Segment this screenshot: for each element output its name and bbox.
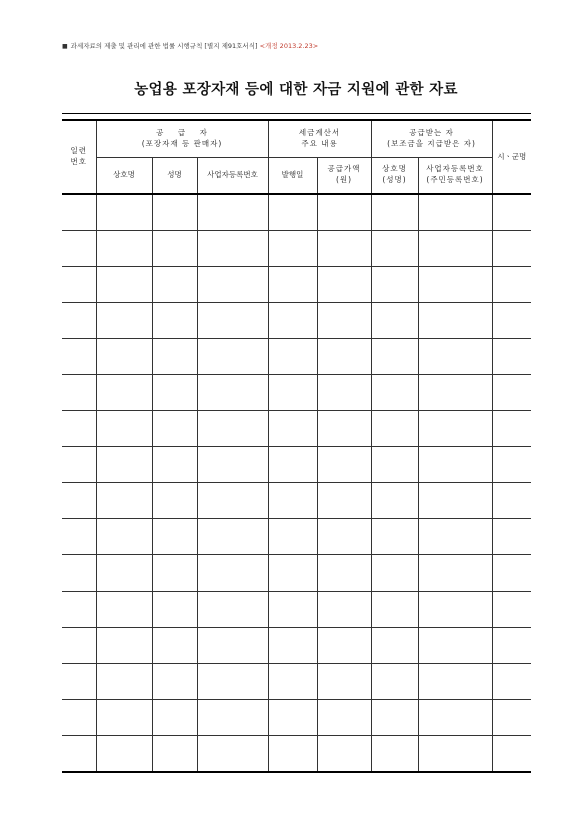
supply-value-cell[interactable] xyxy=(317,411,371,447)
table-row xyxy=(62,266,531,302)
supplier-name-cell[interactable] xyxy=(152,663,197,699)
recipient-business-number-cell[interactable] xyxy=(418,555,492,591)
supplier-name-cell[interactable] xyxy=(152,230,197,266)
supplier-company-cell[interactable] xyxy=(96,230,152,266)
recipient-company-cell[interactable] xyxy=(371,230,418,266)
supplier-name-cell[interactable] xyxy=(152,483,197,519)
header-issue-date: 발행일 xyxy=(268,157,317,194)
header-supplier-company: 상호명 xyxy=(96,157,152,194)
table-row xyxy=(62,555,531,591)
city-county-cell[interactable] xyxy=(492,735,531,771)
supplier-name-cell[interactable] xyxy=(152,555,197,591)
supply-value-cell[interactable] xyxy=(317,266,371,302)
supplier-company-cell[interactable] xyxy=(96,302,152,338)
supplier-company-cell[interactable] xyxy=(96,338,152,374)
serial-number-cell[interactable] xyxy=(62,699,96,735)
issue-date-cell[interactable] xyxy=(268,194,317,230)
supplier-name-cell[interactable] xyxy=(152,266,197,302)
recipient-business-number-cell[interactable] xyxy=(418,591,492,627)
supply-value-cell[interactable] xyxy=(317,374,371,410)
supply-value-cell[interactable] xyxy=(317,483,371,519)
supply-value-cell[interactable] xyxy=(317,447,371,483)
issue-date-cell[interactable] xyxy=(268,663,317,699)
serial-number-cell[interactable] xyxy=(62,374,96,410)
recipient-business-number-cell[interactable] xyxy=(418,663,492,699)
serial-number-cell[interactable] xyxy=(62,663,96,699)
table-row xyxy=(62,302,531,338)
supplier-name-cell[interactable] xyxy=(152,374,197,410)
recipient-company-cell[interactable] xyxy=(371,663,418,699)
supply-value-cell[interactable] xyxy=(317,663,371,699)
serial-number-cell[interactable] xyxy=(62,627,96,663)
supplier-name-cell[interactable] xyxy=(152,194,197,230)
header-tax-invoice-group: 세금계산서 주요 내용 xyxy=(268,120,371,157)
document-title: 농업용 포장자재 등에 대한 자금 지원에 관한 자료 xyxy=(134,82,458,98)
table-row xyxy=(62,591,531,627)
serial-number-cell[interactable] xyxy=(62,302,96,338)
issue-date-cell[interactable] xyxy=(268,230,317,266)
supply-value-cell[interactable] xyxy=(317,591,371,627)
supplier-name-cell[interactable] xyxy=(152,699,197,735)
recipient-company-cell[interactable] xyxy=(371,338,418,374)
city-county-cell[interactable] xyxy=(492,663,531,699)
recipient-business-number-cell[interactable] xyxy=(418,411,492,447)
issue-date-cell[interactable] xyxy=(268,519,317,555)
supply-value-cell[interactable] xyxy=(317,302,371,338)
city-county-cell[interactable] xyxy=(492,699,531,735)
recipient-company-cell[interactable] xyxy=(371,447,418,483)
supplier-business-number-cell[interactable] xyxy=(197,591,268,627)
supplier-company-cell[interactable] xyxy=(96,447,152,483)
table-row xyxy=(62,447,531,483)
recipient-business-number-cell[interactable] xyxy=(418,194,492,230)
issue-date-cell[interactable] xyxy=(268,338,317,374)
recipient-company-cell[interactable] xyxy=(371,627,418,663)
recipient-business-number-cell[interactable] xyxy=(418,735,492,771)
supplier-name-cell[interactable] xyxy=(152,735,197,771)
issue-date-cell[interactable] xyxy=(268,627,317,663)
serial-number-cell[interactable] xyxy=(62,555,96,591)
recipient-company-cell[interactable] xyxy=(371,519,418,555)
supply-value-cell[interactable] xyxy=(317,699,371,735)
table-row xyxy=(62,411,531,447)
supply-value-cell[interactable] xyxy=(317,230,371,266)
supplier-name-cell[interactable] xyxy=(152,338,197,374)
city-county-cell[interactable] xyxy=(492,411,531,447)
supplier-name-cell[interactable] xyxy=(152,591,197,627)
table-row xyxy=(62,735,531,771)
recipient-company-cell[interactable] xyxy=(371,699,418,735)
recipient-company-cell[interactable] xyxy=(371,266,418,302)
supplier-company-cell[interactable] xyxy=(96,735,152,771)
supplier-business-number-cell[interactable] xyxy=(197,483,268,519)
form-reference xyxy=(62,41,318,50)
header-supplier-name: 성명 xyxy=(152,157,197,194)
recipient-company-cell[interactable] xyxy=(371,302,418,338)
table-row xyxy=(62,627,531,663)
supplier-company-cell[interactable] xyxy=(96,194,152,230)
recipient-business-number-cell[interactable] xyxy=(418,699,492,735)
data-table xyxy=(62,119,531,773)
serial-number-cell[interactable] xyxy=(62,483,96,519)
table-row xyxy=(62,374,531,410)
issue-date-cell[interactable] xyxy=(268,302,317,338)
supplier-name-cell[interactable] xyxy=(152,519,197,555)
recipient-business-number-cell[interactable] xyxy=(418,266,492,302)
recipient-business-number-cell[interactable] xyxy=(418,338,492,374)
table-row xyxy=(62,194,531,230)
city-county-cell[interactable] xyxy=(492,483,531,519)
recipient-company-cell[interactable] xyxy=(371,374,418,410)
table-row xyxy=(62,519,531,555)
recipient-company-cell[interactable] xyxy=(371,194,418,230)
city-county-cell[interactable] xyxy=(492,447,531,483)
table-row xyxy=(62,230,531,266)
supply-value-cell[interactable] xyxy=(317,735,371,771)
header-supplier-business-number: 사업자등록번호 xyxy=(197,157,268,194)
supply-value-cell[interactable] xyxy=(317,194,371,230)
header-supply-value: 공급가액 (원) xyxy=(317,157,371,194)
table-row xyxy=(62,338,531,374)
issue-date-cell[interactable] xyxy=(268,483,317,519)
issue-date-cell[interactable] xyxy=(268,555,317,591)
supplier-business-number-cell[interactable] xyxy=(197,627,268,663)
issue-date-cell[interactable] xyxy=(268,411,317,447)
supplier-business-number-cell[interactable] xyxy=(197,194,268,230)
serial-number-cell[interactable] xyxy=(62,338,96,374)
city-county-cell[interactable] xyxy=(492,302,531,338)
supplier-business-number-cell[interactable] xyxy=(197,735,268,771)
supplier-business-number-cell[interactable] xyxy=(197,302,268,338)
table-row xyxy=(62,483,531,519)
supplier-business-number-cell[interactable] xyxy=(197,374,268,410)
issue-date-cell[interactable] xyxy=(268,591,317,627)
table-row xyxy=(62,699,531,735)
table-row xyxy=(62,663,531,699)
supplier-business-number-cell[interactable] xyxy=(197,230,268,266)
supplier-company-cell[interactable] xyxy=(96,519,152,555)
recipient-business-number-cell[interactable] xyxy=(418,374,492,410)
recipient-business-number-cell[interactable] xyxy=(418,302,492,338)
serial-number-cell[interactable] xyxy=(62,519,96,555)
header-recipient-company: 상호명 (성명) xyxy=(371,157,418,194)
supplier-business-number-cell[interactable] xyxy=(197,266,268,302)
city-county-cell[interactable] xyxy=(492,266,531,302)
supplier-company-cell[interactable] xyxy=(96,411,152,447)
city-county-cell[interactable] xyxy=(492,591,531,627)
city-county-cell[interactable] xyxy=(492,194,531,230)
form-reference-text: 과세자료의 제출 및 관리에 관한 법률 시행규칙 [별지 제91호서식] xyxy=(70,42,258,50)
city-county-cell[interactable] xyxy=(492,338,531,374)
supplier-name-cell[interactable] xyxy=(152,411,197,447)
header-recipient-business-number: 사업자등록번호 (주민등록번호) xyxy=(418,157,492,194)
recipient-business-number-cell[interactable] xyxy=(418,447,492,483)
supplier-company-cell[interactable] xyxy=(96,591,152,627)
issue-date-cell[interactable] xyxy=(268,374,317,410)
recipient-company-cell[interactable] xyxy=(371,591,418,627)
supplier-company-cell[interactable] xyxy=(96,699,152,735)
serial-number-cell[interactable] xyxy=(62,591,96,627)
supply-value-cell[interactable] xyxy=(317,338,371,374)
city-county-cell[interactable] xyxy=(492,519,531,555)
supplier-company-cell[interactable] xyxy=(96,627,152,663)
supplier-company-cell[interactable] xyxy=(96,266,152,302)
supplier-business-number-cell[interactable] xyxy=(197,663,268,699)
recipient-business-number-cell[interactable] xyxy=(418,483,492,519)
supplier-business-number-cell[interactable] xyxy=(197,338,268,374)
city-county-cell[interactable] xyxy=(492,627,531,663)
issue-date-cell[interactable] xyxy=(268,699,317,735)
supplier-company-cell[interactable] xyxy=(96,374,152,410)
serial-number-cell[interactable] xyxy=(62,230,96,266)
header-supplier-group: 공 급 자 (포장자재 등 판매자) xyxy=(96,120,268,157)
supply-value-cell[interactable] xyxy=(317,627,371,663)
recipient-company-cell[interactable] xyxy=(371,555,418,591)
supplier-company-cell[interactable] xyxy=(96,663,152,699)
title-divider xyxy=(62,113,531,114)
issue-date-cell[interactable] xyxy=(268,735,317,771)
recipient-business-number-cell[interactable] xyxy=(418,627,492,663)
supplier-name-cell[interactable] xyxy=(152,627,197,663)
serial-number-cell[interactable] xyxy=(62,266,96,302)
recipient-company-cell[interactable] xyxy=(371,411,418,447)
table-body xyxy=(62,194,531,772)
header-recipient-group: 공급받는 자 (보조금을 지급받은 자) xyxy=(371,120,492,157)
supplier-name-cell[interactable] xyxy=(152,447,197,483)
header-serial-number: 일련 번호 xyxy=(62,120,96,194)
city-county-cell[interactable] xyxy=(492,230,531,266)
issue-date-cell[interactable] xyxy=(268,447,317,483)
issue-date-cell[interactable] xyxy=(268,266,317,302)
serial-number-cell[interactable] xyxy=(62,194,96,230)
recipient-business-number-cell[interactable] xyxy=(418,230,492,266)
serial-number-cell[interactable] xyxy=(62,447,96,483)
supplier-business-number-cell[interactable] xyxy=(197,411,268,447)
supply-value-cell[interactable] xyxy=(317,519,371,555)
supplier-name-cell[interactable] xyxy=(152,302,197,338)
supplier-company-cell[interactable] xyxy=(96,483,152,519)
form-revision-note: <개정 2013.2.23> xyxy=(259,42,319,50)
supplier-business-number-cell[interactable] xyxy=(197,447,268,483)
supply-value-cell[interactable] xyxy=(317,555,371,591)
supplier-company-cell[interactable] xyxy=(96,555,152,591)
city-county-cell[interactable] xyxy=(492,555,531,591)
recipient-company-cell[interactable] xyxy=(371,483,418,519)
supplier-business-number-cell[interactable] xyxy=(197,519,268,555)
recipient-business-number-cell[interactable] xyxy=(418,519,492,555)
supplier-business-number-cell[interactable] xyxy=(197,699,268,735)
bullet-square-icon: ■ xyxy=(62,43,68,50)
recipient-company-cell[interactable] xyxy=(371,735,418,771)
serial-number-cell[interactable] xyxy=(62,411,96,447)
serial-number-cell[interactable] xyxy=(62,735,96,771)
header-city-county: 시ㆍ군명 xyxy=(492,120,531,194)
city-county-cell[interactable] xyxy=(492,374,531,410)
supplier-business-number-cell[interactable] xyxy=(197,555,268,591)
